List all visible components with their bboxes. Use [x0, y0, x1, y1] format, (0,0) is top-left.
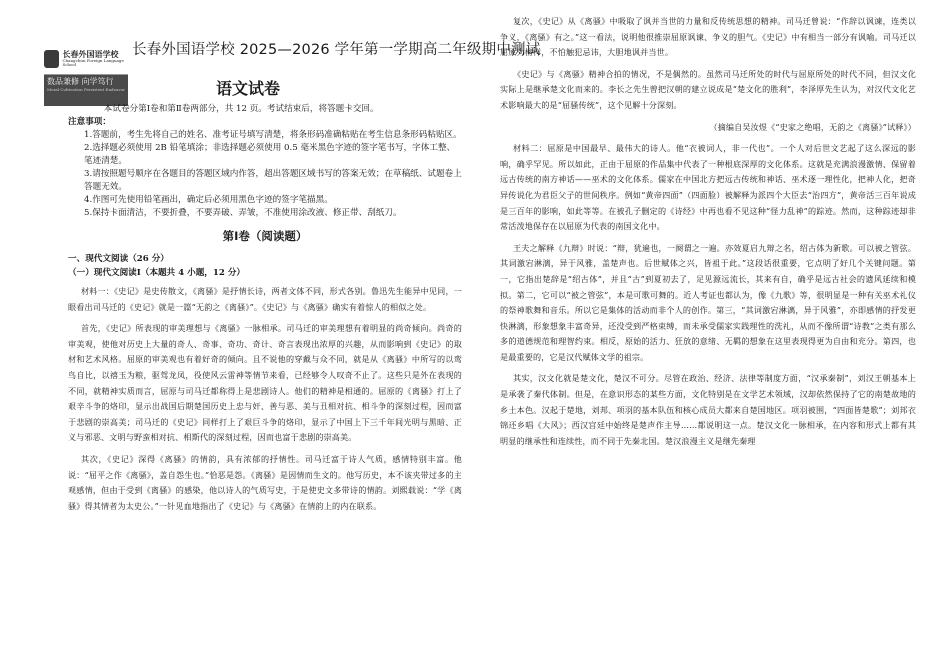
logo-motto-cn: 数品兼修 向学笃行: [47, 77, 114, 86]
right-column: [494, 0, 950, 671]
article-paragraph: 材料二：屈原是中国最早、最伟大的诗人。他“衣被词人，非一代也”。一个人对后世文艺起了这么深远的影响，确乎罕见。所以如此，正由于屈原的作品集中代表了一种根底深厚的文化体系。这就是充满浪漫激情、保留着远古传统的南方神话——巫术的文化体系。儒家在中国北方把远古传统和神话、巫术逐一理性化，把神人化，把奇异传说化为君臣父子的世间秩序。例如“黄帝四面”（四面脸）被解释为派四个大臣去“治四方”，黄帝活三百年说成是三百年的影响，如此等等。在被孔子删定的《诗经》中再也看不见这种“怪力乱神”的踪迹。然而，这种踪迹却非常活泼地保存在以屈原为代表的南国文化中。: [500, 143, 916, 232]
article-paragraph: 《史记》与《离骚》精神合拍的情况，不是偶然的。虽然司马迁所处的时代与屈原所处的时代不同，但汉文化实际上是继承楚文化而来的。李长之先生曾把汉朝的建立说成是“楚文化的胜利”，李泽厚先生认为，对汉代文化艺术影响最大的是“屈骚传统”，这个见解十分深刻。: [500, 68, 916, 110]
article-paragraph: 其次，《史记》深得《离骚》的情韵，具有浓郁的抒情性。司马迁富于诗人气质，感情特别丰富。他说：“屈平之作《离骚》，盖自怨生也。”恰恶是怨。《离骚》是因情而生文的。他写历史，本不该夹带过多的主观感情，但由于受到《离骚》的感染，他以诗人的气质写史，于是使史文多带诗的情韵。刘熙载说：“学《离骚》得其情者为太史公。”一针见血地指出了《史记》与《离骚》在情韵上的内在联系。: [68, 453, 462, 511]
article-paragraph: 王夫之解释《九辩》时说：“辩，犹遍也，一阕谓之一遍。亦效夏启九辩之名，绍古体为新歌。可以被之管弦。其词激宕淋漓，异于风雅，盖楚声也。后世赋体之兴，皆祖于此。”这段话很重要，它点明了好几个关键问题。第一，它指出楚辞是“绍古体”，并且“古”到夏初去了，足见源远流长，其来有自，确乎是远古社会的遗风延续和模拟。第二，它可以“被之管弦”，本是可歌可舞的。近人考证也都认为，像《九歌》等，很明显是一种有关巫术礼仪的祭神歌舞和音乐。所以它是集体的活动而非个人的创作。第三，“其词激宕淋漓，异于风雅”，亦即感情的抒发更快淋漓，形象想象丰富奇异，还没受到严格束缚，而未承受儒家实践理性的洗礼，从而不像所谓“诗教”之类有那么多的道德规范和理智约束。相反，原始的活力、狂放的意绪、无羁的想象在这里表现得更为自由和充分。第四，也是最重要的，它是汉代赋体文学的祖宗。: [500, 242, 916, 362]
paper-title: 语文试卷: [215, 79, 280, 98]
paper-intro: 本试卷分第Ⅰ卷和第Ⅱ卷两部分，共 12 页。考试结束后，将答题卡交回。: [103, 104, 379, 114]
notice-block: [68, 116, 462, 220]
notice-item-1: 1.答题前，考生先将自己的姓名、准考证号填写清楚，将条形码准确粘贴在考生信息条形码粘贴区。: [84, 130, 462, 140]
source-citation: （摘编自吴汝煜《“史家之绝唱，无韵之《离骚》”试释》）: [709, 121, 916, 132]
exam-title: 长春外国语学校 2025—2026 学年第一学期高二年级期中测试: [132, 42, 541, 58]
logo-name-en: Changchun Foreign Language School: [62, 58, 124, 68]
notice-heading: 注意事项：: [68, 117, 111, 127]
subpart-heading: （一）现代文阅读Ⅰ（本题共 4 小题，12 分）: [68, 268, 246, 278]
article-paragraph: 材料一：《史记》是史传散文，《离骚》是抒情长诗，两者文体不同，形式各别。鲁迅先生能异中见同，一眼看出司马迁的《史记》就是一篇“无韵之《离骚》”。《史记》与《离骚》确实有着惊人的相似之处。: [68, 286, 462, 312]
article-paragraph: 首先，《史记》所表现的审美理想与《离骚》一脉相承。司马迁的审美理想有着明显的尚奇倾向。尚奇的审美观，使他对历史上大量的奇人、奇事、奇功、奇计、奇言表现出浓厚的兴趣，从而影响到《史记》的取材和艺术风格。屈原的审美观也有着好奇的倾向。且不说他的穿戴与众不同，就是从《离骚》中所写的以鸾鸟自比，以禧玉为粮，驱驾龙凤，役使风云雷神等情节来看，已经够令人叹奇不止了。这些只是外在表现的不同，就精神实质而言，屈原与司马迁都称得上是悲剧诗人。他们的精神是相通的。屈原的《离骚》打上了艰辛斗争的烙印，显示出战国后期楚国历史上忠与奸、善与恶、美与丑相对抗、相斗争的深刻过程，因而富于悲剧的崇高美；司马迁的《史记》同样打上了艰巨斗争的烙印，显示了中国上下三千年间光明与黑暗、正义与邪恶、文明与野蛮相对抗、相斯代的深刻过程，因而也富于悲剧的崇高美。: [68, 323, 462, 443]
notice-item-5: 5.保持卡面清洁，不要折叠，不要弄破、弄皱，不准使用涂改液、修正带、刮纸刀。: [84, 208, 402, 218]
notice-item-3: 3.请按照题号顺序在各题目的答题区域内作答，超出答题区域书写的答案无效；在草稿纸、试题卷上答题无效。: [84, 169, 462, 192]
logo-motto-en: Moral Cultivation Persistent Endeavor: [47, 87, 125, 92]
logo-name-cn: 长春外国语学校: [62, 49, 119, 60]
part-heading: 一、现代文阅读（26 分）: [68, 254, 169, 264]
notice-item-2: 2.选择题必须使用 2B 铅笔填涂；非选择题必须使用 0.5 毫米黑色字迹的签字笔书写，字体工整、笔迹清楚。: [84, 143, 456, 166]
article-paragraph: 其实，汉文化就是楚文化，楚汉不可分。尽管在政治、经济、法律等制度方面，“汉承秦制”，刘汉王朝基本上是承袭了秦代体制。但是，在意识形态的某些方面，文化特别是在文学艺术领域，汉却依然保持了它的南楚故地的乡土本色。汉起于楚地，刘邦、项羽的基本队伍和核心成员大都来自楚国地区。项羽被围，“四面皆楚歌”；刘邦衣锦还乡唱《大风》；西汉宫廷中始终是楚声作主导……都说明这一点。楚汉文化一脉相承，在内容和形式上都有其明显的继承性和连续性，而不同于先秦北国。楚汉浪漫主义是继先秦理: [500, 373, 916, 446]
section-title: 第Ⅰ卷（阅读题）: [222, 229, 308, 243]
article-paragraph: 复次，《史记》从《离骚》中吸取了讽并当世的力量和反传统思想的精神。司马迁曾说：“作辞以讽谏，连类以争义，《离骚》有之。”这一看法，说明他很推崇屈原讽谏、争义的胆气。《史记》中有相当一部分有讽喻。司马迁以屈原为榜样，不怕触犯忌讳，大胆地讽并当世。: [500, 16, 916, 58]
notice-item-4: 4.作图可先使用铅笔画出，确定后必须用黑色字迹的签字笔描黑。: [84, 195, 333, 205]
